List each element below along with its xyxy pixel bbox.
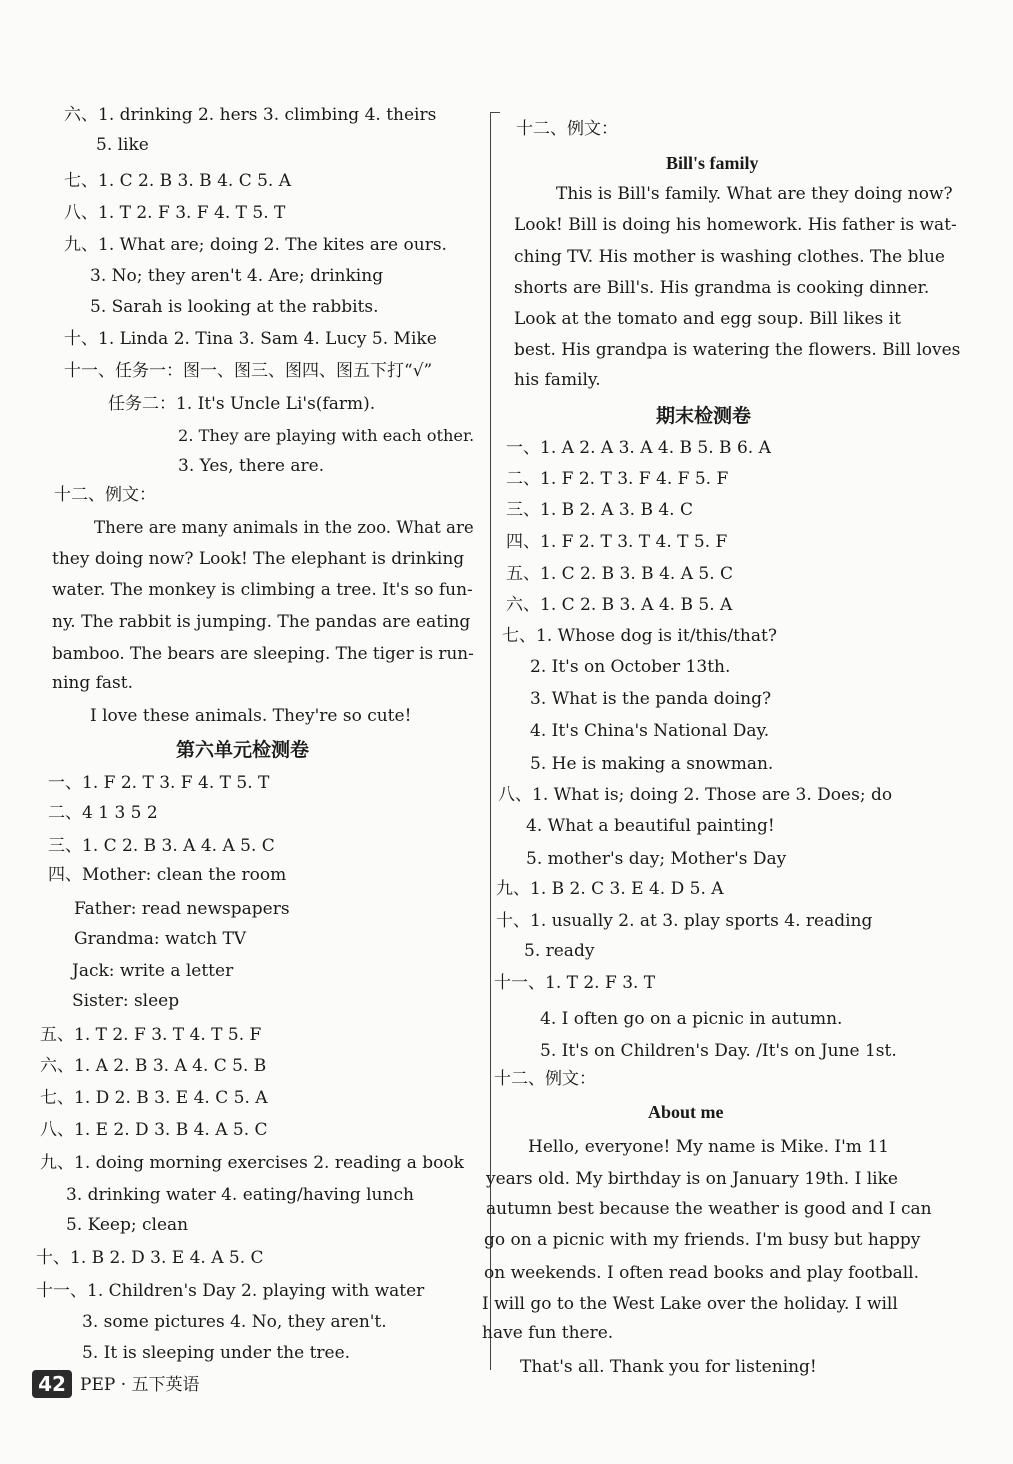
text-line: bamboo. The bears are sleeping. The tiger is run- [52,643,474,663]
text-line: 十一、1. T 2. F 3. T [494,973,656,993]
text-line: water. The monkey is climbing a tree. It's so fun- [52,580,473,600]
text-line: 十、1. usually 2. at 3. play sports 4. reading [496,911,873,931]
text-line: his family. [514,370,601,390]
text-line: best. His grandpa is watering the flowers. Bill loves [514,340,961,360]
text-line: 六、1. C 2. B 3. A 4. B 5. A [506,595,733,615]
text-line: 二、1. F 2. T 3. F 4. F 5. F [506,469,729,489]
text-line: 4. I often go on a picnic in autumn. [540,1009,843,1029]
text-line: they doing now? Look! The elephant is drinking [52,549,465,569]
column-divider-cap [490,112,500,113]
text-line: 五、1. C 2. B 3. B 4. A 5. C [506,564,734,584]
text-line: 十、1. Linda 2. Tina 3. Sam 4. Lucy 5. Mike [64,329,437,349]
section-heading: 第六单元检测卷 [176,739,310,761]
text-line: 六、1. A 2. B 3. A 4. C 5. B [40,1056,267,1076]
text-line: 十二、例文： [516,119,618,139]
text-line: 5. Keep; clean [66,1215,189,1235]
text-line: Look at the tomato and egg soup. Bill likes it [514,309,901,329]
text-line: have fun there. [482,1323,614,1343]
text-line: 3. some pictures 4. No, they aren't. [82,1312,387,1332]
text-line: 十、1. B 2. D 3. E 4. A 5. C [36,1248,264,1268]
text-line: 七、1. C 2. B 3. B 4. C 5. A [64,171,292,191]
text-line: go on a picnic with my friends. I'm busy but happy [484,1230,921,1250]
text-line: 5. It is sleeping under the tree. [82,1343,351,1363]
text-line: 三、1. B 2. A 3. B 4. C [506,500,693,520]
page-number-badge: 42 [32,1370,72,1398]
book-label: PEP · 五下英语 [80,1375,200,1395]
text-line: autumn best because the weather is good and I can [486,1199,932,1219]
text-line: Father: read newspapers [74,899,290,919]
section-heading: 期末检测卷 [656,405,752,427]
text-line: 九、1. What are; doing 2. The kites are ours. [64,235,447,255]
text-line: 5. ready [524,941,595,961]
text-line: 任务二：1. It's Uncle Li's(farm). [108,394,376,414]
text-line: 十一、任务一：图一、图三、图四、图五下打“√” [64,361,433,381]
text-line: 十二、例文： [54,485,156,505]
text-line: 九、1. B 2. C 3. E 4. D 5. A [496,879,724,899]
text-line: 七、1. D 2. B 3. E 4. C 5. A [40,1088,268,1108]
text-line: 八、1. E 2. D 3. B 4. A 5. C [40,1120,268,1140]
text-line: I will go to the West Lake over the holiday. I will [482,1294,898,1314]
text-line: ching TV. His mother is washing clothes. The blue [514,247,945,267]
text-line: Look! Bill is doing his homework. His father is wat- [514,215,957,235]
text-line: on weekends. I often read books and play football. [484,1263,919,1283]
text-line: 5. He is making a snowman. [530,754,774,774]
text-line: 六、1. drinking 2. hers 3. climbing 4. theirs [64,105,437,125]
text-line: shorts are Bill's. His grandma is cooking dinner. [514,278,930,298]
text-line: 八、1. T 2. F 3. F 4. T 5. T [64,203,286,223]
text-line: 3. Yes, there are. [178,456,325,476]
text-line: 2. They are playing with each other. [178,426,475,445]
text-line: 一、1. A 2. A 3. A 4. B 5. B 6. A [506,438,771,458]
text-line: There are many animals in the zoo. What are [94,518,474,537]
text-line: That's all. Thank you for listening! [520,1357,817,1377]
text-line: years old. My birthday is on January 19th. I like [486,1169,898,1189]
text-line: 5. like [96,135,149,155]
text-line: 2. It's on October 13th. [530,657,731,677]
text-line: Hello, everyone! My name is Mike. I'm 11 [528,1137,889,1157]
text-line: ning fast. [52,673,134,693]
text-line: 一、1. F 2. T 3. F 4. T 5. T [48,773,270,793]
text-line: 四、Mother: clean the room [48,865,287,885]
text-line: 四、1. F 2. T 3. T 4. T 5. F [506,532,728,552]
text-line: Grandma: watch TV [74,929,247,949]
text-line: 五、1. T 2. F 3. T 4. T 5. F [40,1025,262,1045]
text-line: 七、1. Whose dog is it/this/that? [502,626,777,646]
text-line: 5. It's on Children's Day. /It's on June 1st. [540,1041,897,1061]
text-line: I love these animals. They're so cute! [90,706,412,726]
text-line: 3. drinking water 4. eating/having lunch [66,1185,414,1205]
text-line: 3. What is the panda doing? [530,689,772,709]
text-line: 二、4 1 3 5 2 [48,803,158,823]
text-line: 4. It's China's National Day. [530,721,770,741]
text-line: 4. What a beautiful painting! [526,816,775,836]
text-line: 5. Sarah is looking at the rabbits. [90,297,379,317]
text-line: 十一、1. Children's Day 2. playing with water [36,1281,425,1301]
text-line: 5. mother's day; Mother's Day [526,849,787,869]
text-line: Sister: sleep [72,991,180,1011]
essay-title: Bill's family [666,153,759,173]
text-line: This is Bill's family. What are they doing now? [556,184,953,204]
text-line: 十二、例文： [494,1069,596,1089]
text-line: 三、1. C 2. B 3. A 4. A 5. C [48,836,275,856]
text-line: Jack: write a letter [72,961,234,981]
text-line: 八、1. What is; doing 2. Those are 3. Does; do [498,785,893,805]
text-line: ny. The rabbit is jumping. The pandas are eating [52,612,471,632]
text-line: 3. No; they aren't 4. Are; drinking [90,266,384,286]
essay-title: About me [648,1102,724,1122]
text-line: 九、1. doing morning exercises 2. reading a book [40,1153,464,1173]
